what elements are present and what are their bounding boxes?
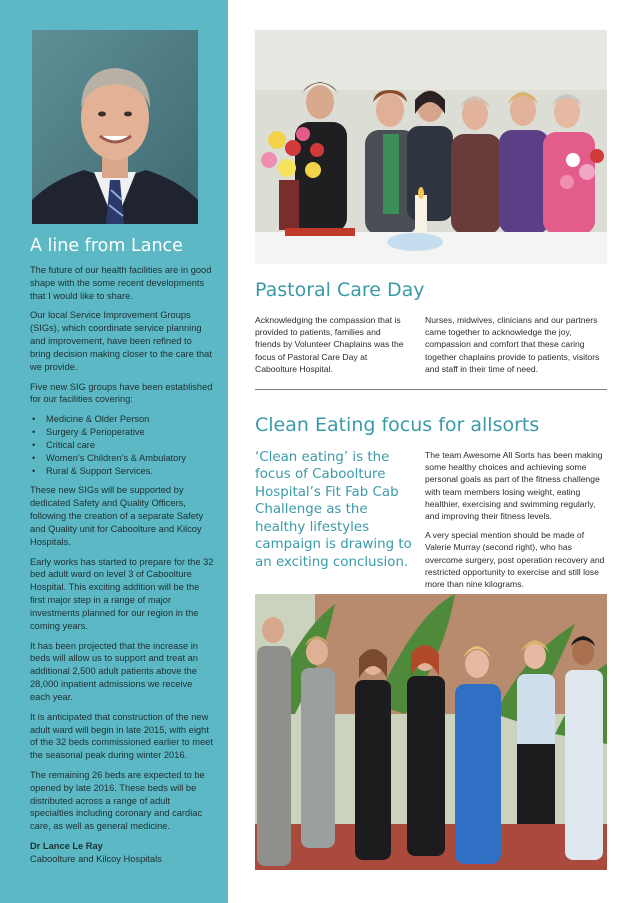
pastoral-care-photo (255, 30, 607, 264)
team-photo-illustration (255, 594, 607, 870)
clean-eating-heading: Clean Eating focus for allsorts (255, 414, 540, 436)
clean-eating-team-photo (255, 594, 607, 870)
sidebar-paragraph: Five new SIG groups have been established for our facilities covering: (30, 381, 213, 405)
sidebar-paragraph: It has been projected that the increase in beds will allow us to support and treat an additional 2,500 adult patients above the 28,000 inpatient admissions we receive each year. (30, 640, 198, 702)
clean-eating-text (425, 449, 609, 597)
list-item: • Medicine & Older Person (46, 413, 214, 426)
pastoral-paragraph: Acknowledging the compassion that is provided to patients, families and friends by Volunteer Chaplains was the focus of Pastoral Care Day at Caboolture Hospital. (255, 315, 404, 374)
list-item: • Rural & Support Services. (46, 465, 214, 478)
signature-name: Dr Lance Le Ray (30, 841, 103, 852)
sidebar-paragraph: The remaining 26 beds are expected to be opened by late 2016. These beds will be distributed across a range of adult specialties including coronary and cardiac care, as well as general medicine. (30, 769, 205, 832)
sidebar-paragraph: Early works has started to prepare for the 32 bed adult ward on level 3 of Caboolture Hospital. This exciting addition will be the first major step in a range of major investments planned for our region in the coming years. (30, 556, 214, 631)
sidebar-paragraph: The future of our health facilities are in good shape with the some recent developments that I would like to share. (30, 265, 212, 301)
list-item: • Women’s Children’s & Ambulatory (46, 452, 214, 465)
portrait-illustration (32, 30, 198, 224)
sidebar-paragraph: These new SIGs will be supported by dedicated Safety and Quality Officers, following the creation of a separate Safety and Quality unit for Caboolture and Kilcoy Hospitals. (30, 485, 204, 547)
pastoral-heading: Pastoral Care Day (255, 279, 425, 301)
signature-title: Caboolture and Kilcoy Hospitals (30, 853, 162, 864)
clean-paragraph: The team Awesome All Sorts has been making some healthy choices and achieving some personal goals as part of the fitness challenge with team members losing weight, eating healthier, exercising and swimming regularly, and improving their fitness levels. (425, 450, 603, 522)
sig-group-list (30, 413, 214, 477)
portrait-photo (32, 30, 198, 224)
pastoral-text-right (425, 314, 607, 382)
sidebar-heading: A line from Lance (30, 236, 183, 256)
section-divider (255, 389, 607, 390)
sidebar-article (30, 236, 214, 866)
sidebar-paragraph: Our local Service Improvement Groups (SIGs), which coordinate service planning and improvement, have been refined to bring decision making closer to the care that we provide. (30, 310, 212, 372)
clean-paragraph: A very special mention should be made of Valerie Murray (second right), who has overcome surgery, post operation recovery and restricted opportunity to exercise and still lose more than nine kilograms. (425, 530, 605, 590)
list-item: • Surgery & Perioperative (46, 426, 214, 439)
pull-quote: ‘Clean eating’ is the focus of Caboolture Hospital’s Fit Fab Cab Challenge as the healthy lifestyles campaign is drawing to an exciting conclusion. (255, 450, 412, 570)
list-item: • Critical care (46, 439, 214, 452)
pastoral-paragraph: Nurses, midwives, clinicians and our partners came together to acknowledge the joy, compassion and comfort that these caring together chaplains provide to patients, visitors and staff in their time of need. (425, 315, 600, 374)
group-photo-illustration (255, 30, 607, 264)
pastoral-text-left (255, 314, 407, 382)
sidebar-paragraph: It is anticipated that construction of the new adult ward will begin in late 2015, with eight of the 32 beds commissioned earlier to meet the seasonal peak during winter 2016. (30, 711, 213, 761)
sidebar-panel (0, 0, 228, 903)
